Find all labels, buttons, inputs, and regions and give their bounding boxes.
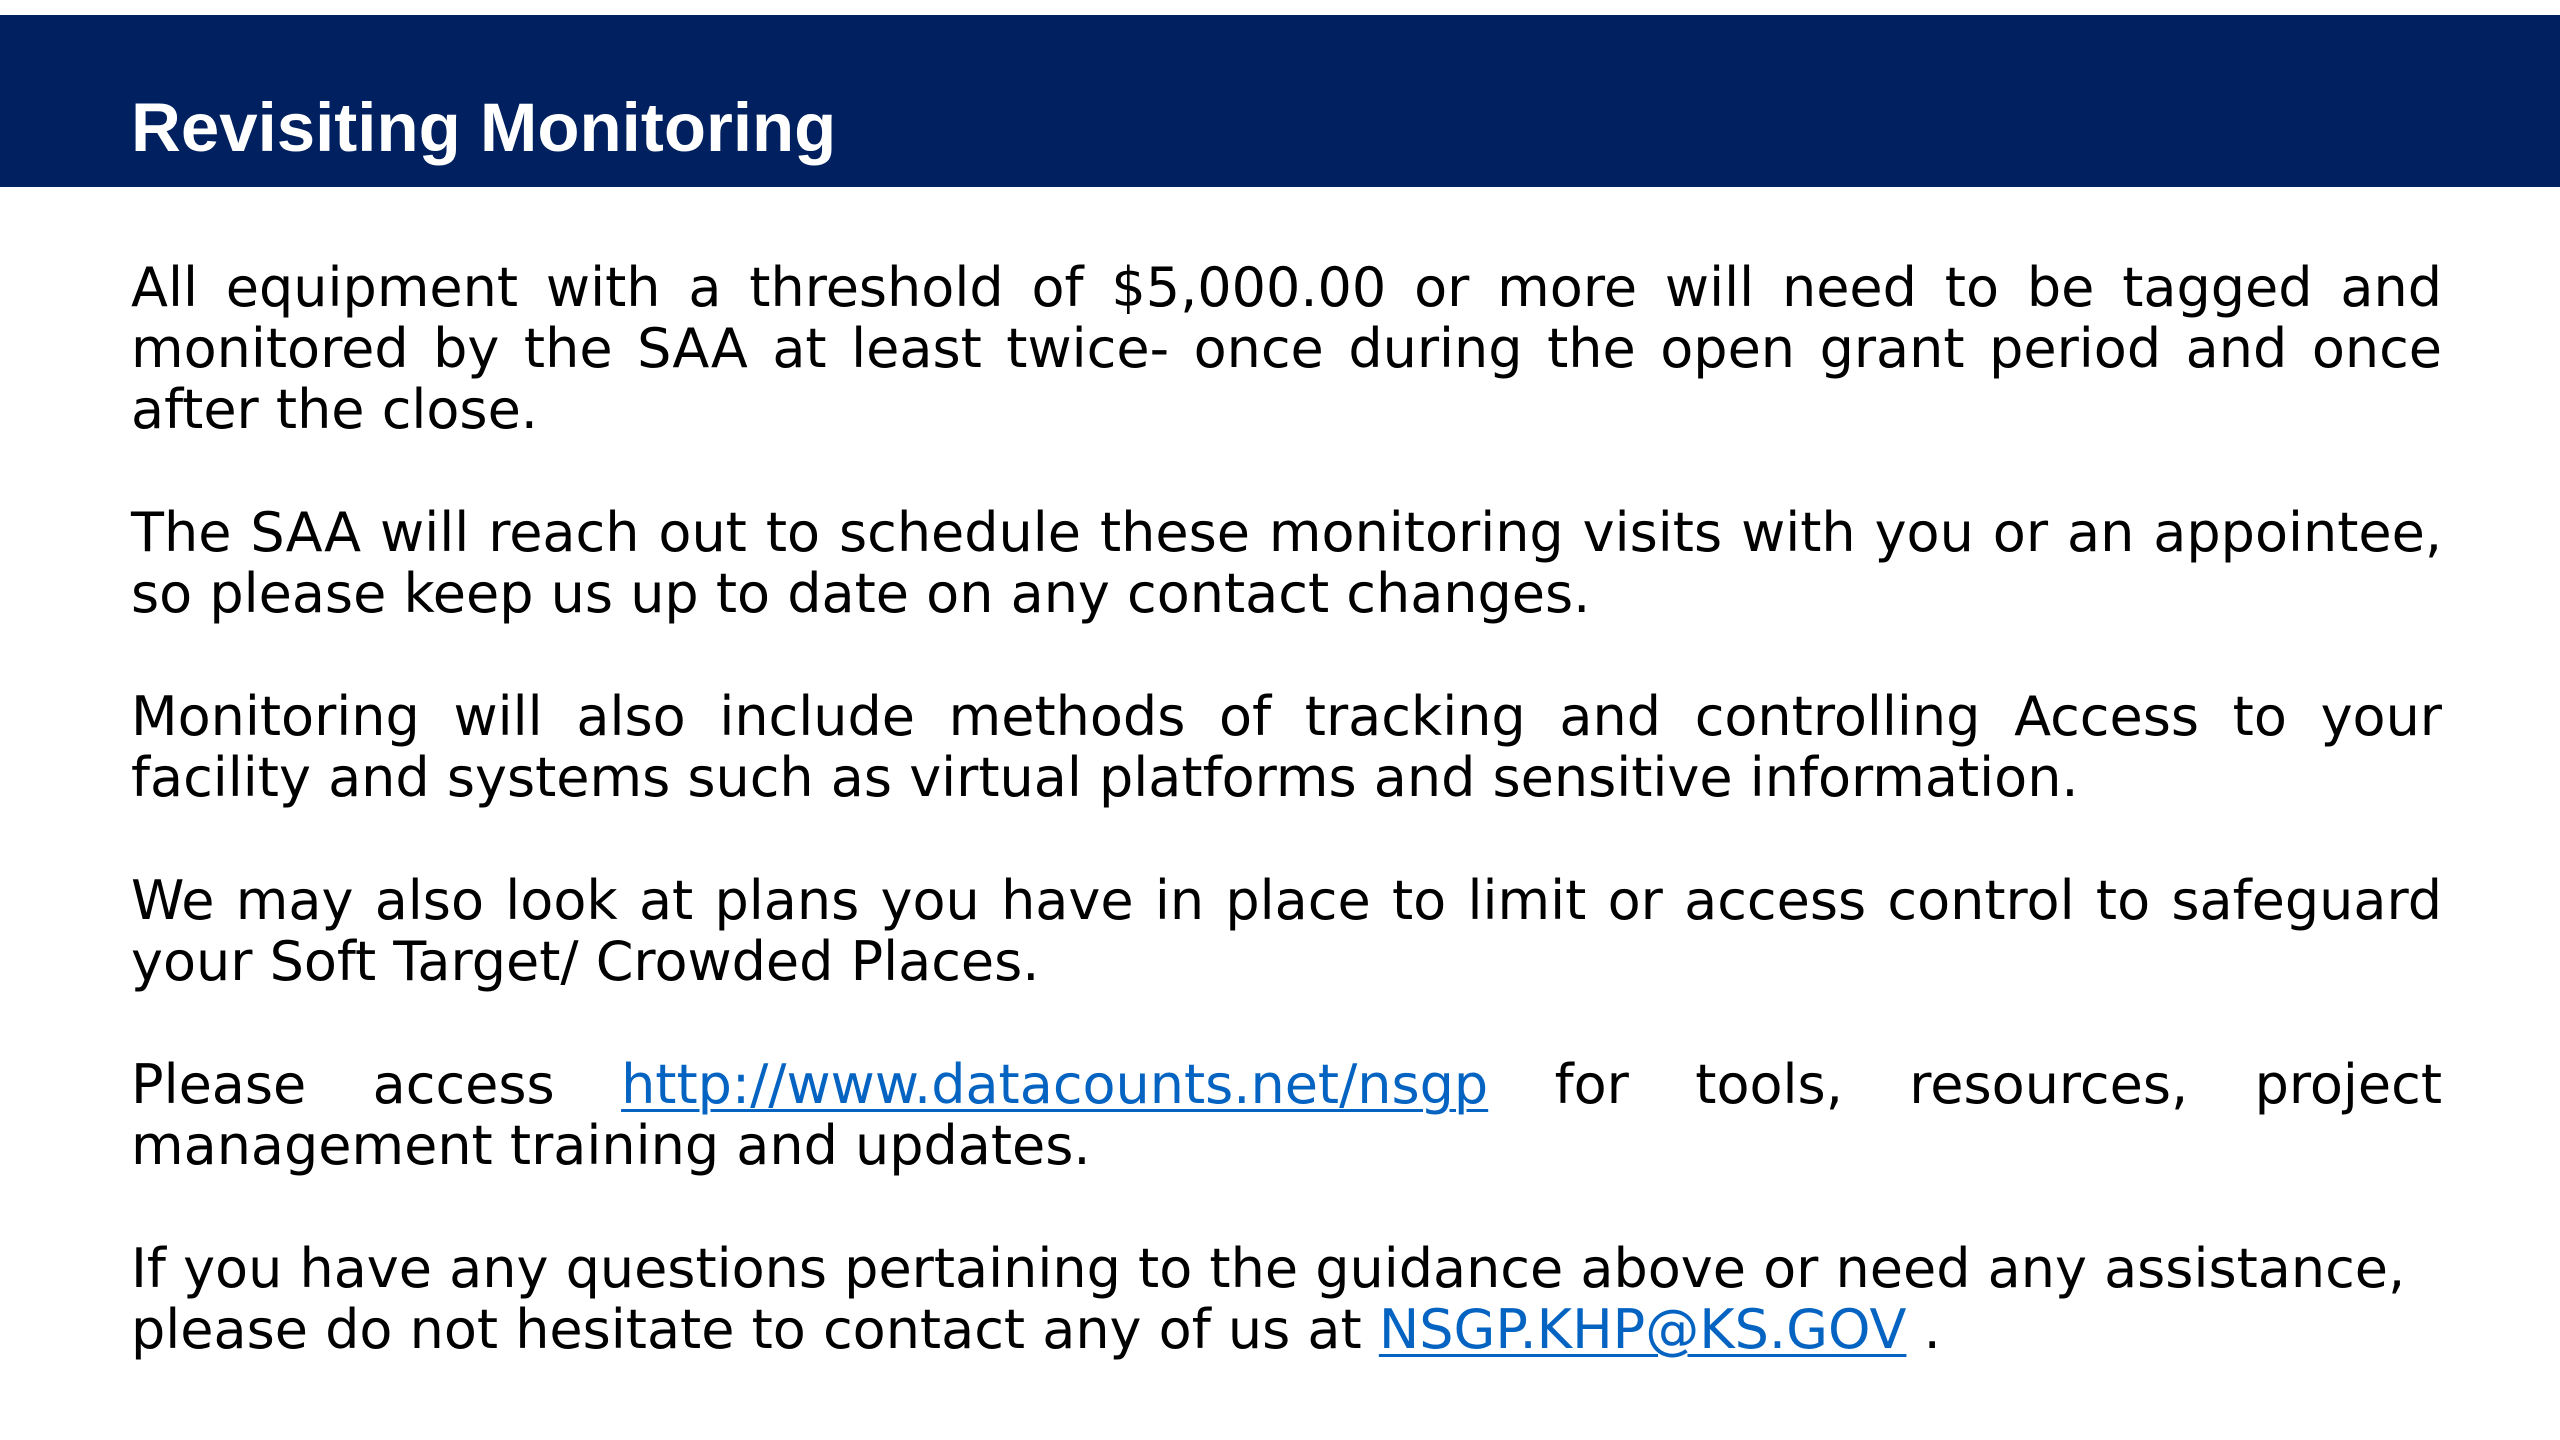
slide-title: Revisiting Monitoring bbox=[131, 89, 837, 166]
contact-text-before: If you have any questions pertaining to the guidance above or need any assistance, please do not hesitate to contact any of us at bbox=[131, 1237, 2406, 1361]
contact-text-after: . bbox=[1906, 1298, 1941, 1361]
datacounts-link[interactable]: http://www.datacounts.net/nsgp bbox=[621, 1053, 1489, 1116]
paragraph-contact bbox=[131, 1238, 2442, 1360]
resources-text-before: Please access bbox=[131, 1053, 622, 1116]
paragraph-soft-target-plans: We may also look at plans you have in place to limit or access control to safeguard your Soft Target/ Crowded Places. bbox=[131, 869, 2442, 993]
paragraph-monitoring-visits: The SAA will reach out to schedule these monitoring visits with you or an appointee, so please keep us up to date on any contact changes. bbox=[131, 501, 2442, 625]
resources-text-after: for tools, resources, project management training and updates. bbox=[131, 1053, 2442, 1177]
slide-body bbox=[131, 257, 2442, 1360]
paragraph-resources bbox=[131, 1054, 2442, 1176]
paragraph-equipment-threshold: All equipment with a threshold of $5,000.00 or more will need to be tagged and monitored by the SAA at least twice- once during the open grant period and once after the close. bbox=[131, 256, 2442, 441]
contact-email-link[interactable]: NSGP.KHP@KS.GOV bbox=[1378, 1298, 1907, 1361]
paragraph-access-tracking: Monitoring will also include methods of tracking and controlling Access to your facility and systems such as virtual platforms and sensitive information. bbox=[131, 685, 2442, 809]
